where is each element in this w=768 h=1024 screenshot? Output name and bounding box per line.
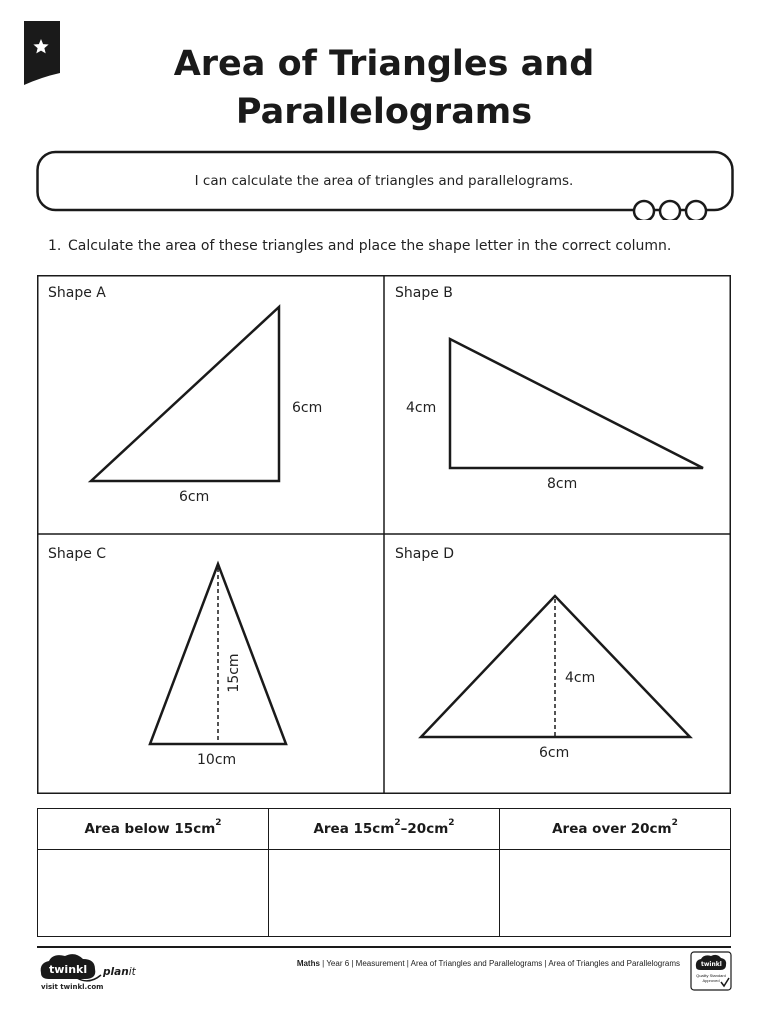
shapes-grid <box>37 275 731 794</box>
shape-c-base-label: 10cm <box>197 752 237 768</box>
progress-circle-2 <box>660 201 680 220</box>
footer-info <box>140 959 680 968</box>
shape-d-base-label: 6cm <box>539 745 570 761</box>
shape-d-height-label: 4cm <box>565 670 596 686</box>
learning-objective: I can calculate the area of triangles and parallelograms. <box>194 173 574 189</box>
svg-text:twinkl: twinkl <box>701 961 722 968</box>
triangle-a <box>91 307 279 481</box>
corner-tab <box>24 21 60 85</box>
page-title-line-2: Parallelograms <box>235 92 533 132</box>
shape-c-label: Shape C <box>48 546 107 562</box>
column-header-over-20: Area over $20cm^2$ <box>500 809 731 850</box>
triangle-d <box>421 596 690 737</box>
question-text: Calculate the area of these triangles and place the shape letter in the correct column. <box>68 238 672 254</box>
shape-a-base-label: 6cm <box>179 489 210 505</box>
shape-b-base-label: 8cm <box>547 476 578 492</box>
progress-circle-3 <box>686 201 706 220</box>
shape-a-label: Shape A <box>48 285 106 301</box>
footer-url: visit twinkl.com <box>41 983 104 991</box>
shape-a-height-label: 6cm <box>292 400 323 416</box>
question-1 <box>48 238 728 254</box>
column-header-below-15: Area below $15cm^2$ <box>38 809 269 850</box>
footer-divider <box>37 946 731 948</box>
shape-b-height-label: 4cm <box>406 400 437 416</box>
shape-c-height-label: 15cm <box>226 653 242 693</box>
progress-circle-1 <box>634 201 654 220</box>
answer-cell-15-to-20[interactable] <box>269 850 500 937</box>
answer-table <box>37 808 731 937</box>
svg-text:planit: planit <box>103 966 136 978</box>
triangle-b <box>450 339 703 468</box>
answer-cell-over-20[interactable] <box>500 850 731 937</box>
page-title-line-1: Area of Triangles and <box>173 44 595 84</box>
column-header-15-to-20: Area $15cm^2-20cm^2$ <box>269 809 500 850</box>
svg-text:twinkl: twinkl <box>49 963 88 976</box>
quality-standard-badge <box>690 951 732 991</box>
svg-text:Quality Standard: Quality Standard <box>696 973 726 978</box>
footer-details: | Year 6 | Measurement | Area of Triangles and Parallelograms | Area of Triangles and Parallelograms <box>319 959 680 968</box>
footer-subject: Maths <box>296 959 320 968</box>
shape-d-label: Shape D <box>395 546 455 562</box>
question-number: 1. <box>48 238 62 254</box>
answer-cell-below-15[interactable] <box>38 850 269 937</box>
svg-text:Approved: Approved <box>702 978 720 983</box>
shape-b-label: Shape B <box>395 285 453 301</box>
